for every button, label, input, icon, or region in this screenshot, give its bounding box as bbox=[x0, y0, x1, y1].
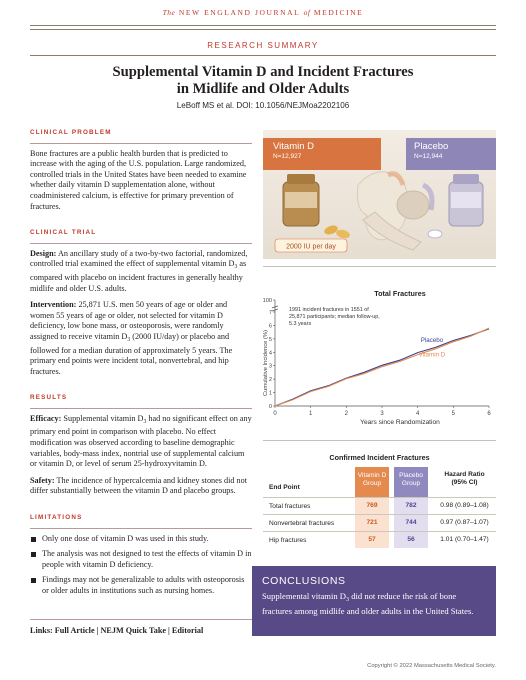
x-tick-label: 3 bbox=[380, 411, 384, 417]
section-divider bbox=[30, 528, 252, 529]
row-hr-value: 0.98 (0.89–1.08) bbox=[440, 502, 489, 509]
placebo-n: N=12,944 bbox=[414, 153, 443, 160]
y-tick-label: 3 bbox=[268, 363, 272, 370]
study-illustration bbox=[263, 130, 496, 259]
series-label: Placebo bbox=[420, 336, 444, 344]
section-divider bbox=[30, 408, 252, 409]
total-fractures-chart bbox=[263, 288, 496, 428]
x-tick-label: 6 bbox=[487, 411, 491, 417]
y-tick-label: 0 bbox=[268, 404, 272, 410]
clinical-trial-heading: CLINICAL TRIAL bbox=[30, 229, 97, 237]
bullet-square-icon bbox=[31, 552, 36, 557]
y-tick-label: 6 bbox=[268, 323, 272, 330]
conclusions-heading: CONCLUSIONS bbox=[262, 575, 346, 587]
col-vd-line2: Group bbox=[362, 480, 382, 487]
links-bar[interactable]: Links: Full Article | NEJM Quick Take | Editorial bbox=[30, 626, 204, 635]
journal-masthead bbox=[0, 8, 526, 17]
results-heading: RESULTS bbox=[30, 394, 68, 402]
row-vd-value: 769 bbox=[355, 498, 389, 514]
col-hazard-ratio bbox=[433, 471, 496, 487]
header-rule-top bbox=[30, 25, 496, 26]
chart-svg bbox=[263, 288, 496, 428]
safety-paragraph bbox=[30, 476, 252, 497]
limitation-item bbox=[30, 549, 252, 570]
x-tick-label: 4 bbox=[415, 411, 420, 417]
clinical-problem-text: Bone fractures are a public health burden that is predicted to increase with the aging of the U.S. population. Large randomized, controlled trials in the United States have been needed to examine whether daily vitamin D supplementation alone, without coadministered calcium, is effective for primary prevention of fractures. bbox=[30, 148, 247, 211]
hip-joint-shape bbox=[397, 191, 429, 219]
col-vitamin-d bbox=[355, 467, 389, 497]
efficacy-sub: 3 bbox=[143, 418, 147, 425]
safety-label: Safety: bbox=[30, 475, 55, 485]
bottle-cap bbox=[453, 174, 479, 184]
y-tick-label: 7 bbox=[268, 310, 272, 316]
efficacy-text-b: had no significant effect on any primary end point in comparison with placebo. No effect modification was observed according to baseline demographic variables, body-mass index, nontrial use of supplemental calcium or vitamin D, or level of serum 25-hydroxyvitamin D. bbox=[30, 413, 252, 469]
limitation-text: The analysis was not designed to test the effects of vitamin D in people with vitamin D deficiency. bbox=[42, 549, 252, 569]
section-divider bbox=[30, 143, 252, 144]
series-label: Vitamin D bbox=[418, 351, 446, 359]
col-hr-line1: Hazard Ratio bbox=[444, 471, 485, 478]
placebo-group-tag bbox=[406, 138, 496, 170]
bottle-label bbox=[451, 192, 481, 208]
row-label: Hip fractures bbox=[269, 537, 307, 544]
col-pl-line1: Placebo bbox=[399, 472, 423, 479]
limitations-list bbox=[30, 534, 252, 597]
col-hr-line2: (95% CI) bbox=[451, 479, 478, 486]
efficacy-text-a: Supplemental vitamin D bbox=[63, 413, 144, 423]
bullet-square-icon bbox=[31, 578, 36, 583]
conclusions-text bbox=[262, 591, 486, 617]
chart-annotation: 1991 incident fractures in 1551 of 25,871 participants; median follow-up, 5.3 years bbox=[289, 307, 380, 327]
x-tick-label: 2 bbox=[344, 411, 349, 417]
bottle-label bbox=[285, 192, 317, 208]
row-pl-value: 782 bbox=[394, 498, 428, 514]
table-header bbox=[263, 467, 496, 497]
capsule-icon bbox=[335, 228, 351, 239]
limitation-text: Findings may not be generalizable to adults with osteoporosis or older adults in institutions such as nursing homes. bbox=[42, 575, 245, 595]
intervention-paragraph bbox=[30, 300, 252, 377]
design-text-a: An ancillary study of a two-by-two factorial, randomized, controlled trial examined the effect of supplemental vitamin D bbox=[30, 248, 248, 269]
table-row bbox=[263, 531, 496, 548]
journal-name: NEW ENGLAND JOURNAL bbox=[178, 8, 301, 17]
journal-prefix: The bbox=[162, 8, 176, 17]
copyright: Copyright © 2022 Massachusetts Medical Society. bbox=[367, 663, 496, 669]
col-placebo bbox=[394, 467, 428, 497]
design-paragraph bbox=[30, 249, 252, 294]
x-tick-label: 0 bbox=[273, 411, 277, 417]
placebo-label: Placebo bbox=[414, 141, 449, 152]
x-axis-label: Years since Randomization bbox=[360, 419, 440, 426]
col-pl-line2: Group bbox=[401, 480, 421, 487]
design-text-b: as compared with placebo on incident fractures in generally healthy midlife and older U.S. adults. bbox=[30, 259, 247, 293]
intervention-sub: 3 bbox=[127, 336, 131, 343]
design-label: Design: bbox=[30, 248, 57, 258]
y-tick-label: 100 bbox=[263, 298, 272, 304]
table-row bbox=[263, 514, 496, 531]
design-sub: 3 bbox=[234, 264, 238, 271]
journal-suffix: MEDICINE bbox=[313, 8, 364, 17]
title-line-2: in Midlife and Older Adults bbox=[176, 81, 350, 97]
x-tick-label: 1 bbox=[308, 411, 313, 417]
y-tick-label: 5 bbox=[268, 336, 272, 343]
row-label: Nonvertebral fractures bbox=[269, 520, 335, 527]
conclusions-text-a: Supplemental vitamin D bbox=[262, 591, 347, 601]
panel-divider bbox=[263, 440, 496, 441]
intervention-label: Intervention: bbox=[30, 300, 77, 310]
citation: LeBoff MS et al. DOI: 10.1056/NEJMoa2202106 bbox=[176, 101, 350, 110]
header-rule-bottom bbox=[30, 55, 496, 56]
table-row bbox=[263, 497, 496, 514]
header-rule-mid bbox=[30, 29, 496, 30]
limitation-item bbox=[30, 575, 252, 596]
row-vd-value: 57 bbox=[355, 532, 389, 548]
vitamin-d-label: Vitamin D bbox=[273, 141, 315, 152]
y-axis-label: Cumulative Incidence (%) bbox=[263, 329, 269, 397]
section-label: RESEARCH SUMMARY bbox=[207, 41, 319, 50]
row-hr-value: 0.97 (0.87–1.07) bbox=[440, 519, 489, 526]
bullet-square-icon bbox=[31, 537, 36, 542]
links-divider bbox=[30, 619, 252, 620]
capsule-icon bbox=[428, 230, 442, 238]
row-vd-value: 721 bbox=[355, 515, 389, 531]
limitations-heading: LIMITATIONS bbox=[30, 514, 83, 522]
page-title bbox=[0, 64, 526, 98]
conclusions-text-b: did not reduce the risk of bone fractures among midlife and older adults in the United States. bbox=[262, 591, 474, 616]
y-tick-label: 1 bbox=[268, 390, 272, 397]
bottle-cap bbox=[287, 174, 315, 184]
vitamin-d-n: N=12,927 bbox=[273, 153, 302, 160]
journal-of: of bbox=[303, 8, 311, 17]
chart-title: Total Fractures bbox=[374, 289, 426, 298]
left-column bbox=[30, 128, 252, 602]
dose-label: 2000 IU per day bbox=[286, 243, 336, 251]
table-title: Confirmed Incident Fractures bbox=[329, 453, 430, 462]
row-pl-value: 56 bbox=[394, 532, 428, 548]
clinical-problem-heading: CLINICAL PROBLEM bbox=[30, 129, 112, 136]
title-line-1: Supplemental Vitamin D and Incident Fractures bbox=[112, 64, 414, 80]
row-label: Total fractures bbox=[269, 503, 311, 510]
capsule-icon bbox=[323, 224, 339, 236]
y-tick-label: 4 bbox=[268, 350, 272, 357]
y-tick-label: 2 bbox=[268, 377, 272, 384]
efficacy-paragraph bbox=[30, 414, 252, 470]
x-tick-label: 5 bbox=[451, 411, 456, 417]
col-endpoint: End Point bbox=[269, 484, 300, 491]
col-vd-line1: Vitamin D bbox=[357, 472, 387, 479]
section-divider bbox=[30, 243, 252, 244]
conclusions-sub: 3 bbox=[346, 597, 350, 603]
vitamin-d-group-tag bbox=[263, 138, 381, 170]
row-pl-value: 744 bbox=[394, 515, 428, 531]
efficacy-label: Efficacy: bbox=[30, 413, 62, 423]
intervention-text-b: (2000 IU/day) or placebo and followed for a median duration of approximately 5 years. The primary end points were incident total, nonvertebral, and hip fractures. bbox=[30, 331, 233, 376]
panel-divider bbox=[263, 266, 496, 267]
limitation-item bbox=[30, 534, 252, 545]
chart-annotation-box bbox=[289, 307, 381, 341]
fractures-table bbox=[263, 467, 496, 548]
intervention-text-a: 25,871 U.S. men 50 years of age or older and women 55 years of age or older, not selected for vitamin D deficiency, low bone mass, or osteoporosis, were randomly assigned to receive vitamin D bbox=[30, 300, 228, 341]
limitation-text: Only one dose of vitamin D was used in this study. bbox=[42, 533, 209, 543]
safety-text: The incidence of hypercalcemia and kidney stones did not differ substantially between the vitamin D and placebo groups. bbox=[30, 475, 247, 496]
conclusions-box bbox=[252, 566, 496, 636]
row-hr-value: 1.01 (0.70–1.47) bbox=[440, 536, 489, 543]
